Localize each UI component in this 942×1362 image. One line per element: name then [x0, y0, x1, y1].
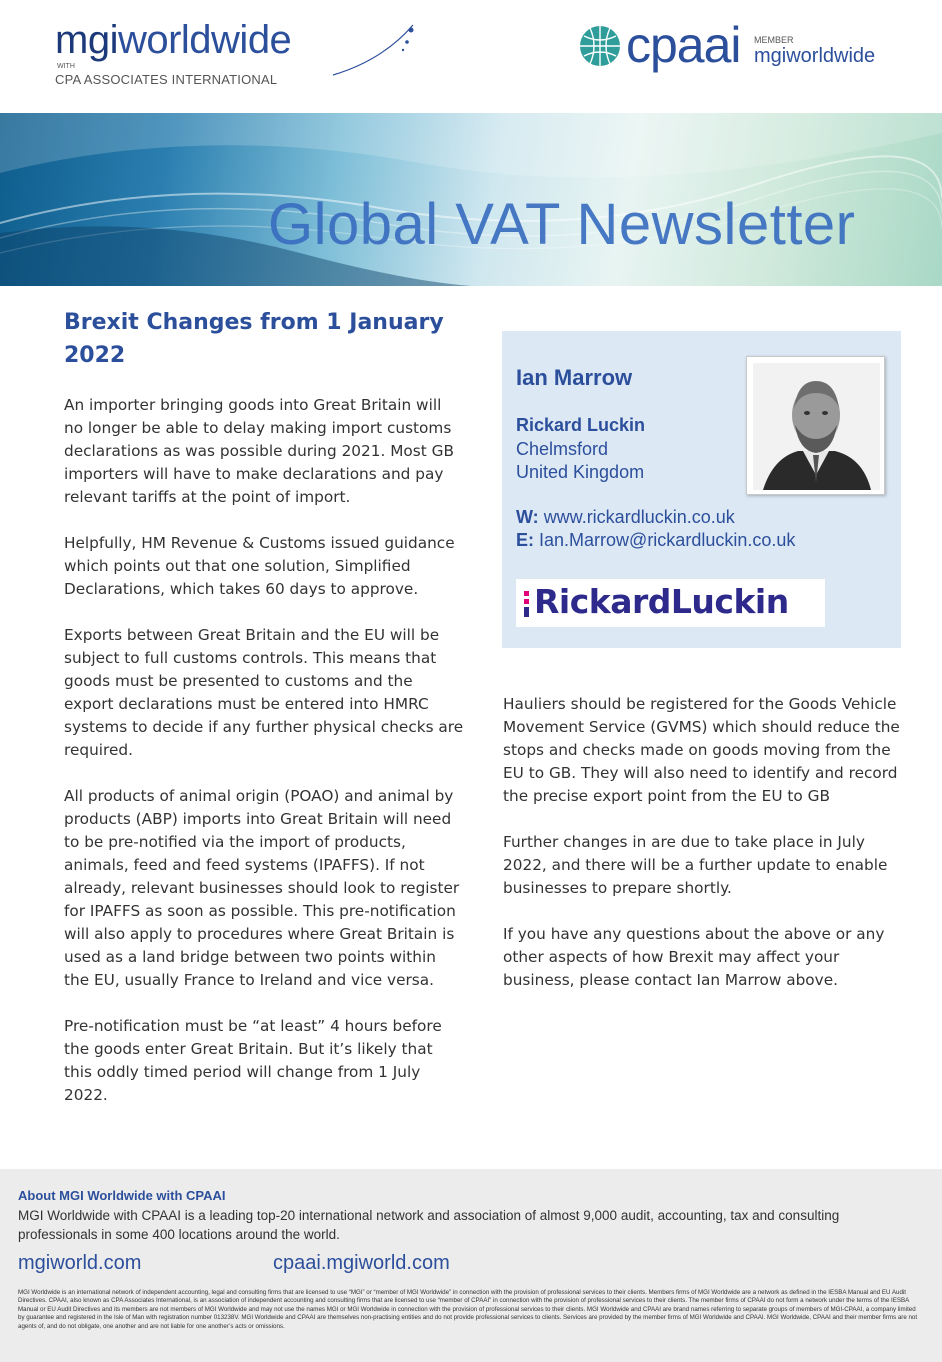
paragraph: An importer bringing goods into Great Britain will no longer be able to delay making import customs declarations as was possible during 2021. Most GB importers will have to make declarations and pay relevant tariffs at the point of import. — [64, 396, 454, 506]
rickard-luckin-wordmark: RickardLuckin — [534, 582, 789, 621]
website-label: W: — [516, 507, 539, 527]
contact-name: Ian Marrow — [516, 365, 633, 390]
about-text: MGI Worldwide with CPAAI is a leading top-20 international network and association of almost 9,000 audit, accounting, tax and consulting professionals in some 400 locations around the world. — [18, 1208, 840, 1242]
contact-city: Chelmsford — [516, 439, 609, 459]
paragraph: If you have any questions about the above or any other aspects of how Brexit may affect your business, please contact Ian Marrow above. — [503, 925, 885, 989]
cpaai-logo — [578, 17, 908, 82]
contact-email[interactable] — [516, 530, 795, 551]
paragraph: Exports between Great Britain and the EU will be subject to full customs controls. This means that goods must be presented to customs and the export declarations must be entered into HMRC systems to decide if any further physical checks are required. — [64, 626, 464, 759]
email-link[interactable]: Ian.Marrow@rickardluckin.co.uk — [539, 530, 796, 550]
globe-icon — [578, 24, 622, 68]
contact-box — [502, 331, 901, 648]
mgi-worldwide-small-wordmark: mgiworldwide — [754, 45, 876, 67]
left-column — [64, 394, 464, 1130]
legal-disclaimer: MGI Worldwide is an international network of independent accounting, legal and consulting firms that are licensed to use “MGI” or “member of MGI Worldwide” in connection with the provision of professional services to their clients. Members firms of MGI Worldwide are a network as defined in the IESBA Manual and EU Audit Directives. CPAAI, also known as CPA Associates International, is an association of independent accounting and consulting firms that are licensed to use “member of CPAAI” in connection with the provision of professional services to their clients. The member firms of CPAAI do not form a network under the terms of the IESBA Manual or EU Audit Directives and its members are not members of MGI Worldwide and may not use the names MGI or MGI Worldwide in connection with the provision of professional services to their clients. MGI Worldwide and CPAAI are brand names referring to separate groups of members of MGI-CPAAI, a company limited by guarantee and registered in the Isle of Man with registration number 013238V. MGI Worldwide and CPAAI are themselves non-practising entities and do not provide professional services to clients. Services are provided by the member firms of MGI Worldwide and CPAAI. MGI Worldwide, CPAAI and their member firms are not agents of, and do not obligate, one another and are not liable for one another’s acts or omissions. — [18, 1289, 918, 1330]
rickard-luckin-logo — [516, 579, 825, 627]
contact-firm: Rickard Luckin — [516, 415, 646, 435]
banner-title: Global VAT Newsletter — [268, 192, 856, 257]
article-title: Brexit Changes from 1 January 2022 — [64, 310, 444, 368]
orbit-swoosh-icon — [323, 20, 423, 80]
footer — [0, 1169, 942, 1362]
contact-photo — [746, 356, 885, 495]
paragraph: Further changes in are due to take place in July 2022, and there will be a further update to enable businesses to prepare shortly. — [503, 833, 888, 897]
mgi-worldwide-wordmark: mgiworldwide — [55, 18, 292, 62]
mgi-worldwide-logo — [55, 20, 375, 95]
logo-with-label: WITH — [57, 63, 75, 70]
logo-bars-icon — [524, 591, 530, 617]
paragraph: Pre-notification must be “at least” 4 hours before the goods enter Great Britain. But it’s likely that this oddly timed period will change from 1 July 2022. — [64, 1017, 442, 1104]
cpaai-wordmark: cpaai — [626, 17, 741, 73]
paragraph: All products of animal origin (POAO) and animal by products (ABP) imports into Great Britain will need to be pre-notified via the import of products, animals, feed and feed systems (IPAFFS). If not already, relevant businesses should look to register for IPAFFS as soon as possible. This pre-notification will also apply to procedures where Great Britain is used as a land bridge between two points within the EU, usually France to Ireland and vice versa. — [64, 787, 460, 989]
logo-subtitle: CPA ASSOCIATES INTERNATIONAL — [55, 72, 278, 87]
about-heading: About MGI Worldwide with CPAAI — [18, 1188, 226, 1203]
newsletter-banner — [0, 113, 942, 286]
portrait-image — [753, 363, 880, 490]
right-column — [503, 693, 903, 1015]
website-link[interactable]: www.rickardluckin.co.uk — [543, 507, 735, 527]
paragraph: Helpfully, HM Revenue & Customs issued guidance which points out that one solution, Simplified Declarations, which takes 60 days to approve. — [64, 534, 455, 598]
contact-country: United Kingdom — [516, 462, 645, 482]
paragraph: Hauliers should be registered for the Goods Vehicle Movement Service (GVMS) which should reduce the stops and checks made on goods moving from the EU to GB. They will also need to identify and record the precise export point from the EU to GB — [503, 695, 900, 805]
email-label: E: — [516, 530, 534, 550]
contact-website[interactable] — [516, 507, 735, 528]
member-label: MEMBER — [754, 35, 794, 45]
mgiworld-link[interactable]: mgiworld.com — [18, 1252, 142, 1274]
cpaai-link[interactable]: cpaai.mgiworld.com — [273, 1252, 450, 1274]
